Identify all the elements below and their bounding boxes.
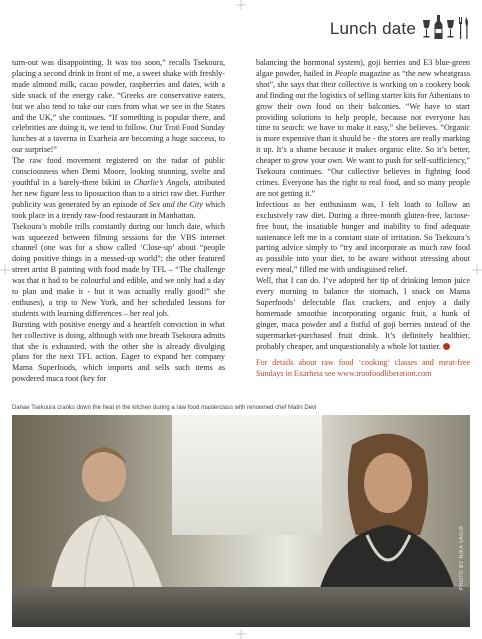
article-column-left [12, 58, 225, 385]
article-paragraph: Well, that I can do. I’ve adopted her tip of drinking lemon juice every morning to balance the stomach, I snack on Mama Superfoods’ delectable flax crackers, and enjoy a daily homemade smoothie incorporating organic fruit, a hunk of ginger, maca powder and a fistful of goji berries instead of the supermarket-purchased fruit drink. It’s definitely healthier, probably cheaper, and unquestionably a whole lot tastier. [256, 276, 470, 351]
page-header [290, 8, 470, 50]
registration-mark-icon [236, 629, 246, 639]
title-sex-and-the-city: Sex and the City [148, 199, 203, 209]
article-paragraph: The raw food movement registered on the radar of public consciousness when Demi Moore, looking stunning, svelte and youthful in a barely-there bikini in Charlie’s Angels, attributed her new figure less to liposuction than to a strict raw diet. Further publicity was generated by an episode of Sex and the City which took place in a trendy raw-food restaurant in Manhattan. [12, 156, 226, 220]
end-mark-icon [443, 343, 450, 350]
title-charlies-angels: Charlie’s Angels [133, 177, 189, 187]
article-paragraph: Tsekoura’s mobile trills constantly during our lunch date, which was squeezed between filming sessions for the VBS internet channel (one was for a show called ‘Close-up’ about “people doing positive things in a messed-up world”; the other featured street artist B painting with food made by TFL – “The challenge was that it had to be colourful and edible, and we only had a day to plan and make it - but it was actually really good!” she enthuses), a trip to New York, and her scheduled lessons for students with learning differences – her real job. [12, 221, 225, 318]
header-icons [422, 15, 470, 44]
wine-glass-icon [422, 19, 431, 44]
kitchen-counter [12, 587, 470, 627]
article-paragraph: Infectious as her enthusiasm was, I felt loath to follow an exclusively raw diet. During a three-month gluten-free, lactose-free bout, the insatiable hunger and inability to find adequate sustenance left me in a constant state of irritation. So Tsekoura’s parting advice simply to “try and incorporate as much raw food as possible into your diet, to be aware without stressing about every meal,” filled me with undisguised relief. [256, 199, 470, 275]
wine-glass-icon [446, 19, 455, 44]
photo-credit: PHOTO BY NIKA VAGIA [459, 525, 465, 590]
bottle-icon [434, 15, 443, 44]
article-paragraph: turn-out was disappointing. It was too soon,” recalls Tsekoura, placing a second drink in front of me, a sweet shake with freshly-made almond milk, cacao powder, raspberries and dates, with a side snack of the energy cake. “Greeks are conservative eaters, but we also tend to take our cues from what we see in the States and the UK,” she continues. “If something is popular there, and celebrities are doing it, we tend to follow. Our Troö Food Sunday lunches at a taverna in Exarheia are becoming a huge success, to our surprise!” [12, 58, 225, 155]
photo-caption: Danae Tsekoura cranks down the heat in the kitchen during a raw food masterclass with renowned chef Matin Devi [12, 405, 317, 411]
section-title: Lunch date [329, 19, 416, 38]
registration-mark-icon [0, 265, 10, 275]
title-people: People [334, 68, 358, 78]
article-paragraph: Bursting with positive energy and a heartfelt conviction in what her collective is doing, although with one breath Tsekoura admits that she is exhausted, with the other she is already divulging plans for the next TFL action. Eager to expand her company Mama Superfoods, which imports and sells such items as powdered maca root (key for [12, 319, 225, 384]
registration-mark-icon [236, 0, 246, 10]
article-paragraph: balancing the hormonal system), goji berries and E3 blue-green algae powder, hailed in People magazine as “the new wheatgrass shot”, she says that their collective is working on a cookery book and finding out the logistics of selling starter kits for Athenians to grow their own food on their balconies. “We have to start providing solutions to help people, because not everyone has time to search: we have to make it easy,” she believes. “Organic is more expensive than it should be - the stores are really marking it up. It’s a shame because it makes organic elite. So it’s better, cheaper to grow your own. We want to push for self-sufficiency,” Tsekoura continues. “Our collective believes in fighting food crimes. Everyone has the right to real food, and so many people are not getting it.” [256, 58, 470, 198]
registration-mark-icon [472, 265, 482, 275]
cutlery-icon [458, 17, 470, 44]
promo-text: For details about raw food ‘cooking’ classes and meat-free Sundays in Exarheia see www.troofoodliberation.com [256, 358, 470, 379]
article-photo [12, 415, 470, 627]
article-column-right [256, 58, 470, 380]
